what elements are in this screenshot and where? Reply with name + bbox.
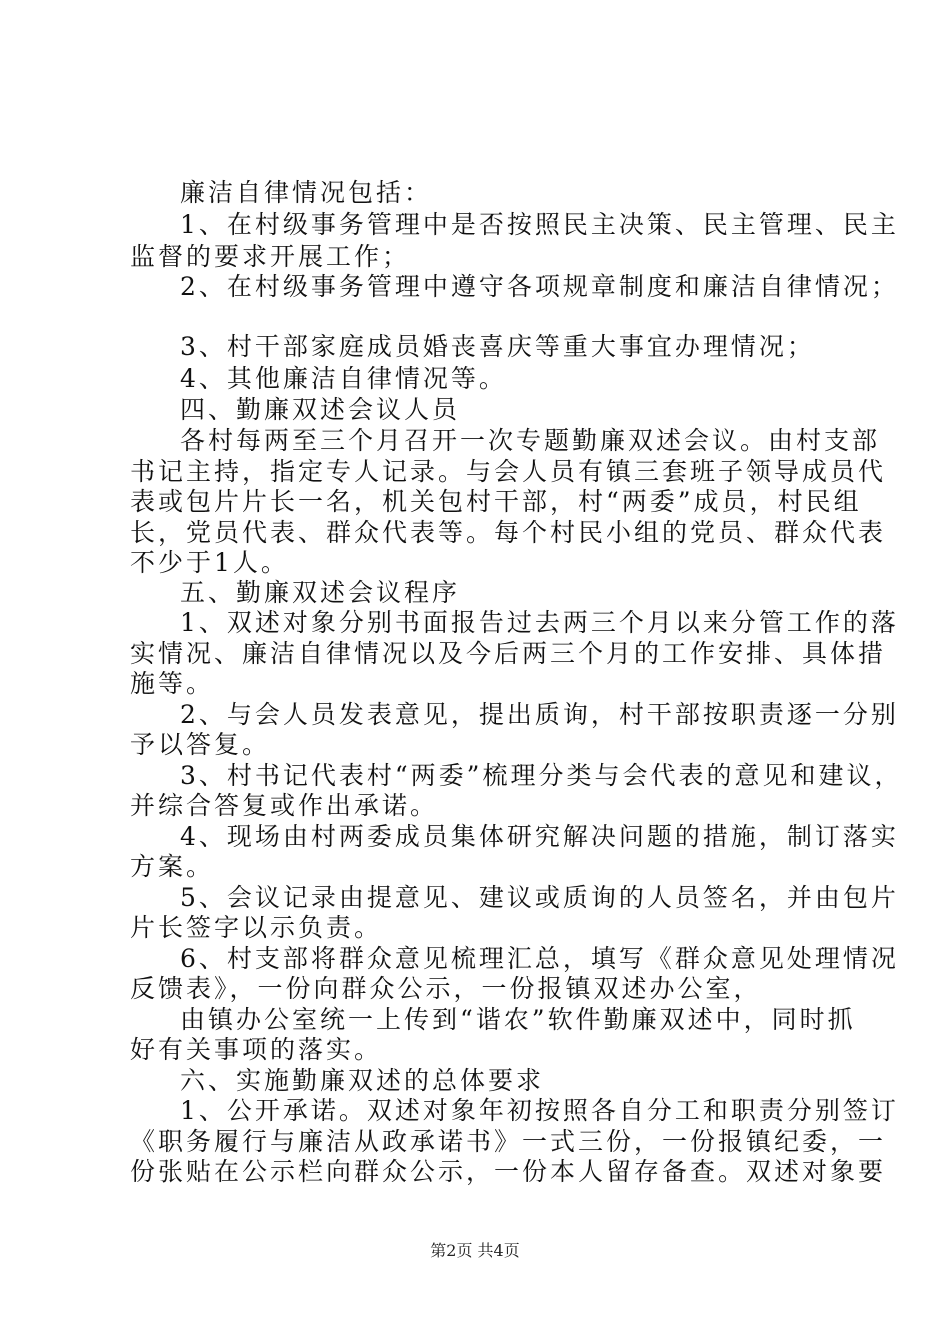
text-line: 2、在村级事务管理中遵守各项规章制度和廉洁自律情况； — [180, 272, 899, 301]
text-line: 方案。 — [130, 852, 215, 881]
text-line: 4、现场由村两委成员集体研究解决问题的措施，制订落实 — [180, 822, 899, 851]
text-line: 施等。 — [130, 669, 215, 698]
page-footer: 第2页 共4页 — [430, 1241, 520, 1260]
text-line: 份张贴在公示栏向群众公示，一份本人留存备查。双述对象要 — [130, 1157, 887, 1186]
text-line: 《职务履行与廉洁从政承诺书》一式三份，一份报镇纪委，一 — [130, 1127, 887, 1156]
text-line: 4、其他廉洁自律情况等。 — [180, 364, 507, 393]
text-line: 廉洁自律情况包括： — [180, 178, 433, 207]
text-line: 3、村干部家庭成员婚丧喜庆等重大事宜办理情况； — [180, 332, 815, 361]
text-line: 6、村支部将群众意见梳理汇总，填写《群众意见处理情况 — [180, 944, 899, 973]
text-line: 由镇办公室统一上传到“谐农”软件勤廉双述中，同时抓 — [180, 1005, 856, 1034]
section-heading: 六、实施勤廉双述的总体要求 — [180, 1066, 545, 1095]
text-line: 不少于1人。 — [130, 548, 289, 577]
text-line: 长，党员代表、群众代表等。每个村民小组的党员、群众代表 — [130, 518, 887, 547]
section-heading: 五、勤廉双述会议程序 — [180, 578, 461, 607]
section-heading: 四、勤廉双述会议人员 — [180, 395, 461, 424]
text-line: 表或包片片长一名，机关包村干部，村“两委”成员，村民组 — [130, 487, 862, 516]
text-line: 片长签字以示负责。 — [130, 913, 383, 942]
text-line: 监督的要求开展工作； — [130, 242, 411, 271]
text-line: 予以答复。 — [130, 730, 271, 759]
text-line: 2、与会人员发表意见，提出质询，村干部按职责逐一分别 — [180, 700, 899, 729]
text-line: 1、在村级事务管理中是否按照民主决策、民主管理、民主 — [180, 210, 899, 239]
text-line: 5、会议记录由提意见、建议或质询的人员签名，并由包片 — [180, 883, 899, 912]
text-line: 1、公开承诺。双述对象年初按照各自分工和职责分别签订 — [180, 1096, 899, 1125]
text-line: 3、村书记代表村“两委”梳理分类与会代表的意见和建议， — [180, 761, 903, 790]
text-line: 反馈表》，一份向群众公示，一份报镇双述办公室， — [130, 974, 762, 1003]
text-line: 各村每两至三个月召开一次专题勤廉双述会议。由村支部 — [180, 426, 881, 455]
text-line: 并综合答复或作出承诺。 — [130, 791, 439, 820]
text-line: 1、双述对象分别书面报告过去两三个月以来分管工作的落 — [180, 608, 899, 637]
text-line: 实情况、廉洁自律情况以及今后两三个月的工作安排、具体措 — [130, 639, 887, 668]
text-line: 书记主持，指定专人记录。与会人员有镇三套班子领导成员代 — [130, 457, 887, 486]
text-line: 好有关事项的落实。 — [130, 1035, 383, 1064]
